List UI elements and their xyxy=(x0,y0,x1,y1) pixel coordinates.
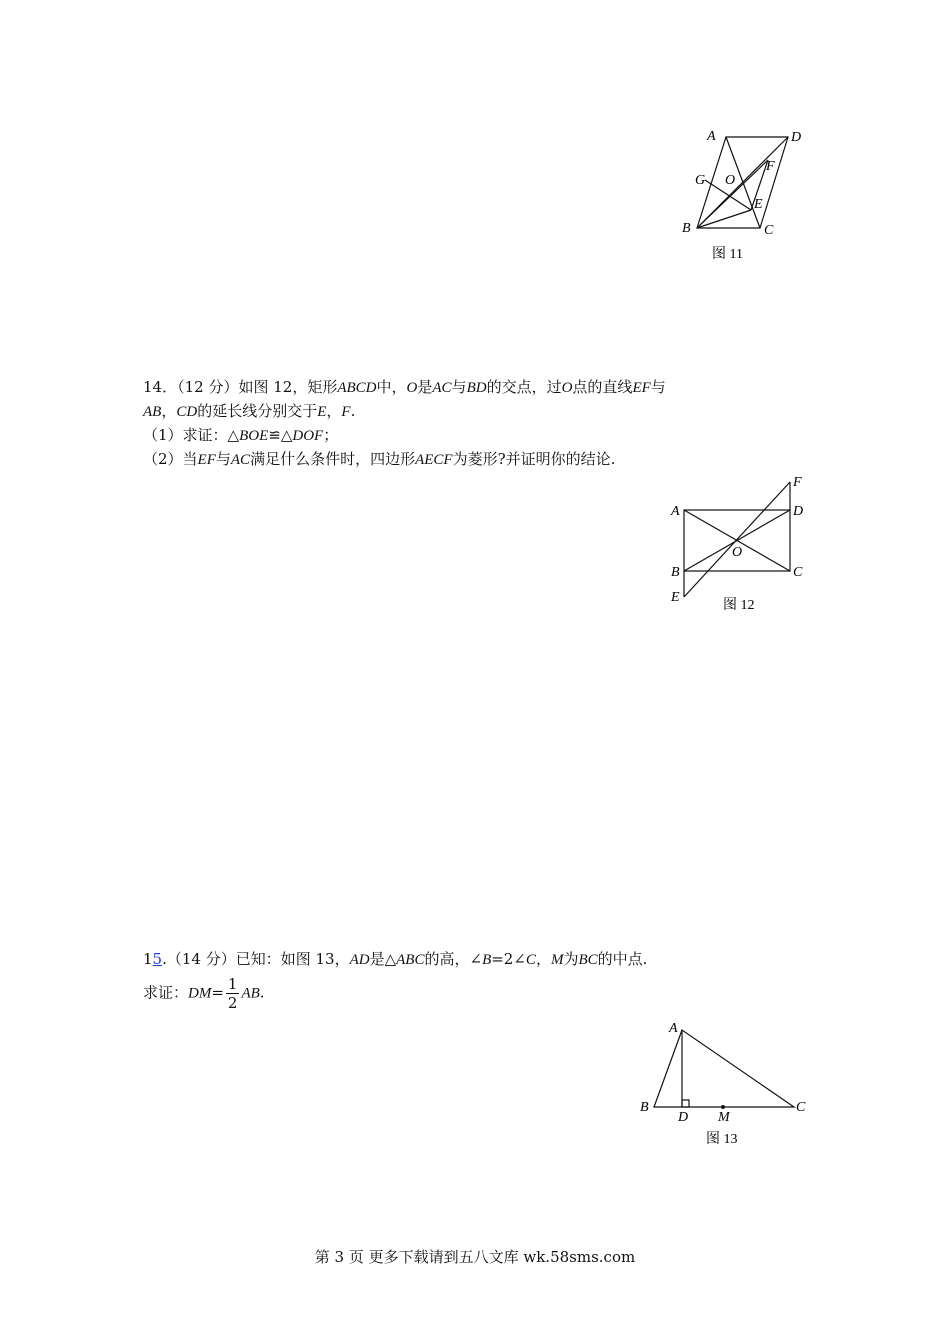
fig12-label-O: O xyxy=(732,545,743,560)
q15-line1: 15.（14 分）已知：如图 13，AD是△ABC的高，∠B=2∠C，M为BC的中点. xyxy=(143,950,648,968)
fig13-triangle xyxy=(654,1030,794,1107)
fig11-line-be xyxy=(697,210,751,228)
fig12-line-ef xyxy=(684,482,790,597)
fig13-label-C: C xyxy=(796,1100,806,1115)
q14-line1: 14．（12 分）如图 12，矩形ABCD中，O是AC与BD的交点，过O点的直线EF与 xyxy=(143,378,666,396)
fig12-label-B: B xyxy=(671,565,680,580)
q14-part2: （2）当EF与AC满足什么条件时，四边形AECF为菱形?并证明你的结论. xyxy=(143,450,616,468)
fig13-label-B: B xyxy=(640,1100,649,1115)
fig12-label-F: F xyxy=(793,475,802,490)
fig11-label-D: D xyxy=(791,130,802,145)
fig11-label-O: O xyxy=(725,173,736,188)
fig12-label-C: C xyxy=(793,565,803,580)
fig12-label-A: A xyxy=(671,504,680,519)
fig12-label-D: D xyxy=(793,504,804,519)
fig11-label-G: G xyxy=(695,173,706,188)
q14-line2: AB，CD的延长线分别交于E，F. xyxy=(143,402,356,420)
fig11-label-A: A xyxy=(707,129,716,144)
fig13-point-m xyxy=(721,1105,725,1109)
q14-part1: （1）求证：△BOE≌△DOF； xyxy=(143,426,339,444)
fig11-label-B: B xyxy=(682,221,691,236)
fig13-label-D: D xyxy=(678,1110,689,1125)
figure-12 xyxy=(662,470,822,620)
fig13-right-angle-mark xyxy=(682,1100,689,1107)
fig11-label-E: E xyxy=(754,197,763,212)
figure-13 xyxy=(636,1015,816,1155)
fig13-caption: 图 13 xyxy=(706,1132,738,1147)
fig13-label-A: A xyxy=(669,1021,678,1036)
fig11-caption: 图 11 xyxy=(712,247,743,262)
fig12-caption: 图 12 xyxy=(723,598,755,613)
fig11-label-C: C xyxy=(764,223,774,238)
fig13-label-M: M xyxy=(718,1110,730,1125)
q15-proof-line: 求证：DM= $\frac{1}{2}$ AB. xyxy=(143,975,265,1012)
fig12-label-E: E xyxy=(671,590,680,605)
figure-11 xyxy=(670,120,820,270)
fraction-one-half: $\frac{1}{2}$ xyxy=(227,975,238,1012)
fig11-label-F: F xyxy=(766,159,775,174)
q15-number-link[interactable]: 5 xyxy=(152,950,163,968)
page-footer: 第 3 页 更多下载请到五八文库 wk.58sms.com xyxy=(314,1248,636,1266)
